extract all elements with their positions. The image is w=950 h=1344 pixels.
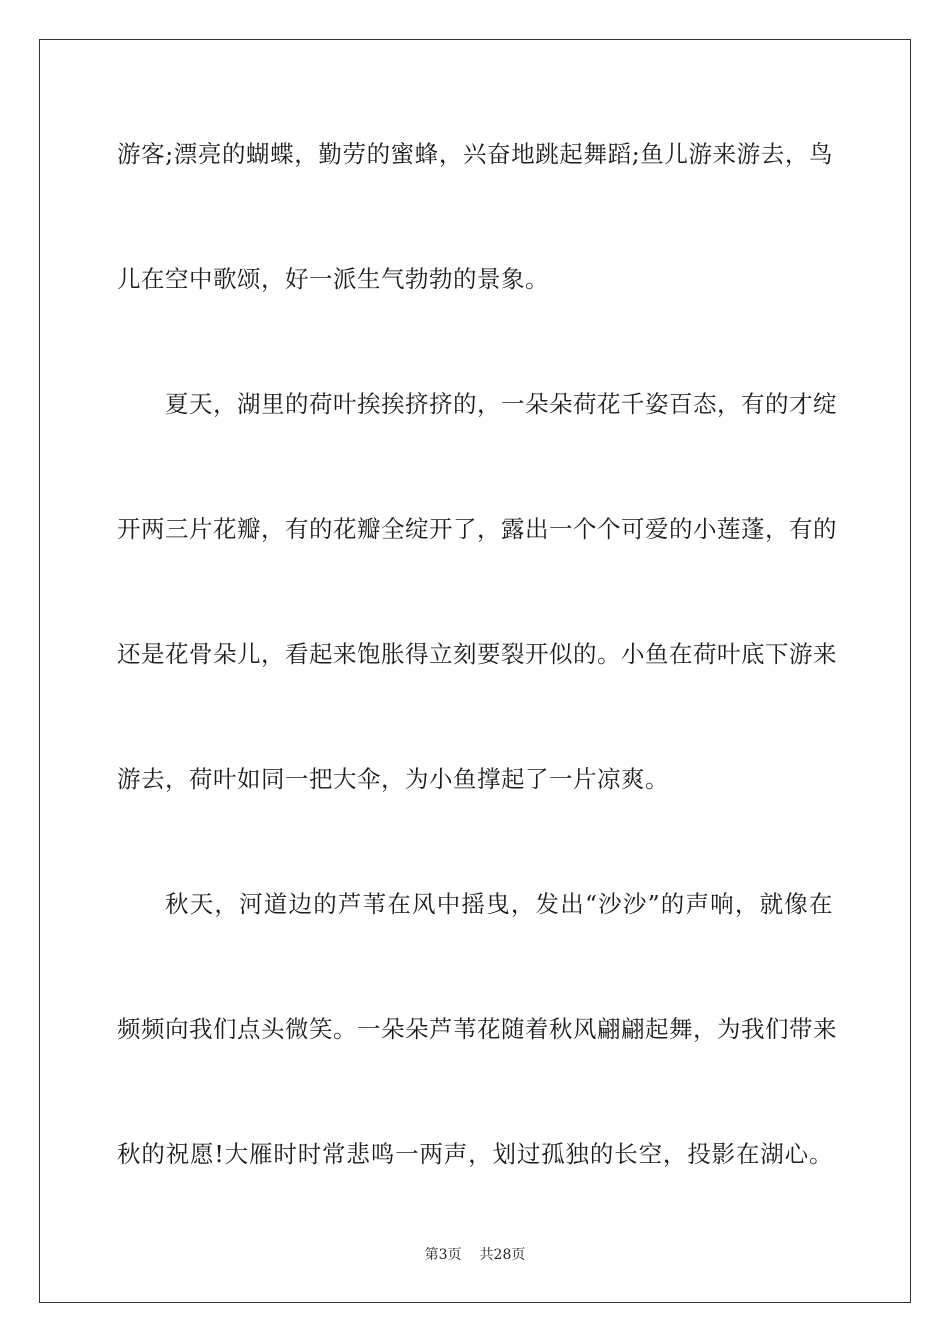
- text-line: 开两三片花瓣，有的花瓣全绽开了，露出一个个可爱的小莲蓬，有的: [117, 515, 837, 543]
- page-number: 第3页: [424, 1247, 462, 1263]
- page-total: 共28页: [479, 1247, 526, 1263]
- paragraph-start-line: 夏天，湖里的荷叶挨挨挤挤的，一朵朵荷花千姿百态，有的才绽: [165, 390, 837, 418]
- text-line: 儿在空中歌颂，好一派生气勃勃的景象。: [117, 265, 549, 293]
- text-line: 还是花骨朵儿，看起来饱胀得立刻要裂开似的。小鱼在荷叶底下游来: [117, 640, 837, 668]
- text-line: 秋的祝愿!大雁时时常悲鸣一两声，划过孤独的长空，投影在湖心。: [117, 1140, 833, 1168]
- paragraph-start-line: 秋天，河道边的芦苇在风中摇曳，发出“沙沙”的声响，就像在: [165, 890, 833, 918]
- page-footer: [0, 1246, 950, 1264]
- text-line: 游去，荷叶如同一把大伞，为小鱼撑起了一片凉爽。: [117, 765, 669, 793]
- text-line: 游客;漂亮的蝴蝶，勤劳的蜜蜂，兴奋地跳起舞蹈;鱼儿游来游去，鸟: [117, 140, 833, 168]
- page-border: [39, 39, 911, 1303]
- text-line: 频频向我们点头微笑。一朵朵芦苇花随着秋风翩翩起舞，为我们带来: [117, 1015, 837, 1043]
